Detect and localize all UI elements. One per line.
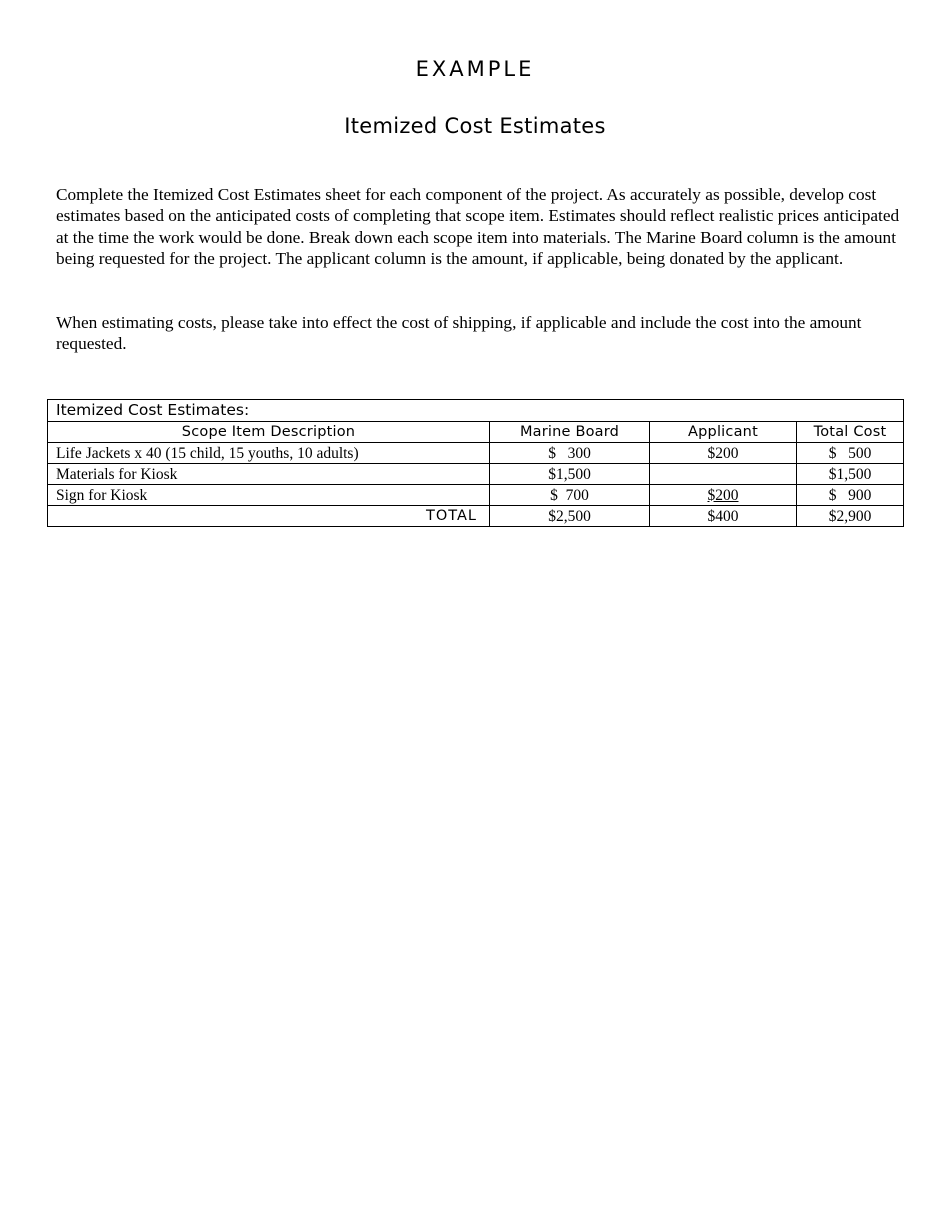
row-total-cost: $1,500 [797,464,904,485]
page-title: Itemized Cost Estimates [344,114,606,138]
itemized-cost-table [47,399,904,527]
row-applicant [650,485,797,506]
row-applicant-value: $200 [707,486,739,504]
total-marine-board: $2,500 [490,506,650,527]
header-applicant: Applicant [650,422,797,443]
total-applicant: $400 [650,506,797,527]
table-row [48,485,904,506]
row-marine-board: $ 700 [490,485,650,506]
example-label: EXAMPLE [415,57,535,81]
row-marine-board: $1,500 [490,464,650,485]
table-caption: Itemized Cost Estimates: [48,400,904,422]
total-total-cost: $2,900 [797,506,904,527]
total-label: TOTAL [48,506,490,527]
row-marine-board: $ 300 [490,443,650,464]
row-applicant [650,464,797,485]
row-description: Life Jackets x 40 (15 child, 15 youths, 10 adults) [48,443,490,464]
instructions-paragraph: Complete the Itemized Cost Estimates sheet for each component of the project. As accurately as possible, develop cost estimates based on the anticipated costs of completing that scope item. Estimates should reflect realistic prices anticipated at the time the work would be done. Break down each scope item into materials. The Marine Board column is the amount being requested for the project. The applicant column is the amount, if applicable, being donated by the applicant. [56,185,900,269]
table-row [48,443,904,464]
row-description: Sign for Kiosk [48,485,490,506]
row-total-cost: $ 900 [797,485,904,506]
header-description: Scope Item Description [48,422,490,443]
row-total-cost: $ 500 [797,443,904,464]
row-description: Materials for Kiosk [48,464,490,485]
table-total-row [48,506,904,527]
table-row [48,464,904,485]
header-marine-board: Marine Board [490,422,650,443]
table-caption-row [48,400,904,422]
shipping-note-paragraph: When estimating costs, please take into effect the cost of shipping, if applicable and include the cost into the amount requested. [56,313,862,354]
header-total-cost: Total Cost [797,422,904,443]
table-header-row [48,422,904,443]
row-applicant: $200 [650,443,797,464]
